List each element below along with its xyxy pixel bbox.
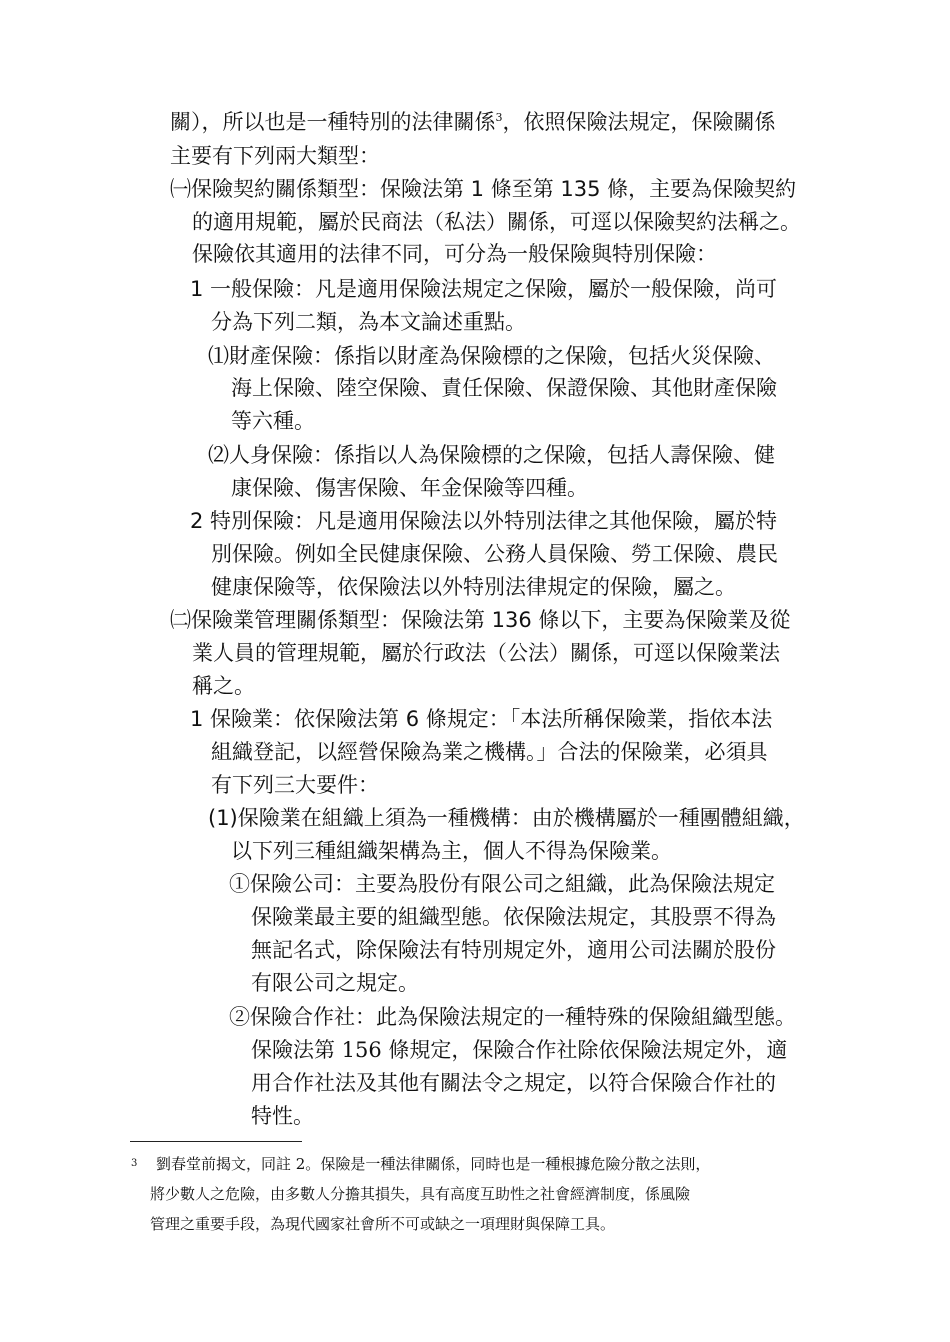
section-1-item-2-line-2: 別保險。例如全民健康保險、公務人員保險、勞工保險、農民 bbox=[211, 542, 778, 566]
section-2-item-1-line-1: 1 保險業：依保險法第 6 條規定：「本法所稱保險業，指依本法 bbox=[190, 707, 773, 731]
intro-line-1 bbox=[170, 106, 776, 138]
sec2-sub-b-line-3: 用合作社法及其他有關法令之規定，以符合保險合作社的 bbox=[251, 1071, 776, 1095]
sub-2-line-1: ⑵人身保險：係指以人為保險標的之保險，包括人壽保險、健 bbox=[208, 443, 775, 467]
sec2-sub-b-line-2: 保險法第 156 條規定，保險合作社除依保險法規定外，適 bbox=[251, 1038, 788, 1062]
intro-line-2: 主要有下列兩大類型： bbox=[170, 144, 380, 168]
section-1-item-2-line-1: 2 特別保險：凡是適用保險法以外特別法律之其他保險，屬於特 bbox=[190, 509, 778, 533]
sec2-sub-1-line-2: 以下列三種組織架構為主，個人不得為保險業。 bbox=[231, 839, 672, 863]
section-1-line-3: 保險依其適用的法律不同，可分為一般保險與特別保險： bbox=[192, 242, 717, 266]
section-2-line-1: ㈡保險業管理關係類型：保險法第 136 條以下，主要為保險業及從 bbox=[170, 608, 791, 632]
section-2-line-3: 稱之。 bbox=[192, 674, 255, 698]
sec2-sub-b-line-1: ②保險合作社：此為保險法規定的一種特殊的保險組織型態。 bbox=[229, 1005, 796, 1029]
footnote-ref[interactable]: 3 bbox=[495, 111, 503, 124]
sub-1-line-3: 等六種。 bbox=[231, 409, 315, 433]
section-2-item-1-line-2: 組織登記，以經營保險為業之機構。」合法的保險業，必須具 bbox=[211, 740, 768, 764]
sub-1-line-2: 海上保險、陸空保險、責任保險、保證保險、其他財產保險 bbox=[231, 376, 777, 400]
footnote-number: 3 bbox=[131, 1158, 138, 1169]
section-1-line-2: 的適用規範，屬於民商法（私法）關係，可逕以保險契約法稱之。 bbox=[192, 210, 801, 234]
sub-1-line-1: ⑴財產保險：係指以財產為保險標的之保險，包括火災保險、 bbox=[208, 344, 775, 368]
section-1-item-2-line-3: 健康保險等，依保險法以外特別法律規定的保險，屬之。 bbox=[211, 575, 736, 599]
section-1-item-1-line-1: 1 一般保險：凡是適用保險法規定之保險，屬於一般保險，尚可 bbox=[190, 277, 778, 301]
sec2-sub-a-line-4: 有限公司之規定。 bbox=[251, 971, 419, 995]
section-2-line-2: 業人員的管理規範，屬於行政法（公法）關係，可逕以保險業法 bbox=[192, 641, 780, 665]
sub-2-line-2: 康保險、傷害保險、年金保險等四種。 bbox=[231, 476, 588, 500]
sec2-sub-b-line-4: 特性。 bbox=[251, 1104, 314, 1128]
section-2-item-1-line-3: 有下列三大要件： bbox=[211, 773, 379, 797]
intro-text-b: ，依照保險法規定，保險關係 bbox=[502, 110, 776, 134]
footnote-separator bbox=[130, 1141, 302, 1142]
section-1-line-1: ㈠保險契約關係類型：保險法第 1 條至第 135 條，主要為保險契約 bbox=[170, 177, 797, 201]
sec2-sub-a-line-2: 保險業最主要的組織型態。依保險法規定，其股票不得為 bbox=[251, 905, 776, 929]
footnote-line-3: 管理之重要手段，為現代國家社會所不可或缺之一項理財與保障工具。 bbox=[150, 1215, 616, 1233]
section-1-item-1-line-2: 分為下列二類，為本文論述重點。 bbox=[211, 310, 526, 334]
sec2-sub-a-line-1: ①保險公司：主要為股份有限公司之組織，此為保險法規定 bbox=[229, 872, 775, 896]
sec2-sub-1-line-1: (1)保險業在組織上須為一種機構：由於機構屬於一種團體組織， bbox=[208, 806, 805, 830]
sec2-sub-a-line-3: 無記名式，除保險法有特別規定外，適用公司法關於股份 bbox=[251, 938, 776, 962]
intro-text-a: 關），所以也是一種特別的法律關係 bbox=[170, 110, 496, 134]
footnote-line-2: 將少數人之危險，由多數人分擔其損失，具有高度互助性之社會經濟制度，係風險 bbox=[150, 1185, 691, 1203]
footnote-line-1: 劉春堂前揭文，同註 2。保險是一種法律關係，同時也是一種根據危險分散之法則， bbox=[156, 1155, 711, 1173]
